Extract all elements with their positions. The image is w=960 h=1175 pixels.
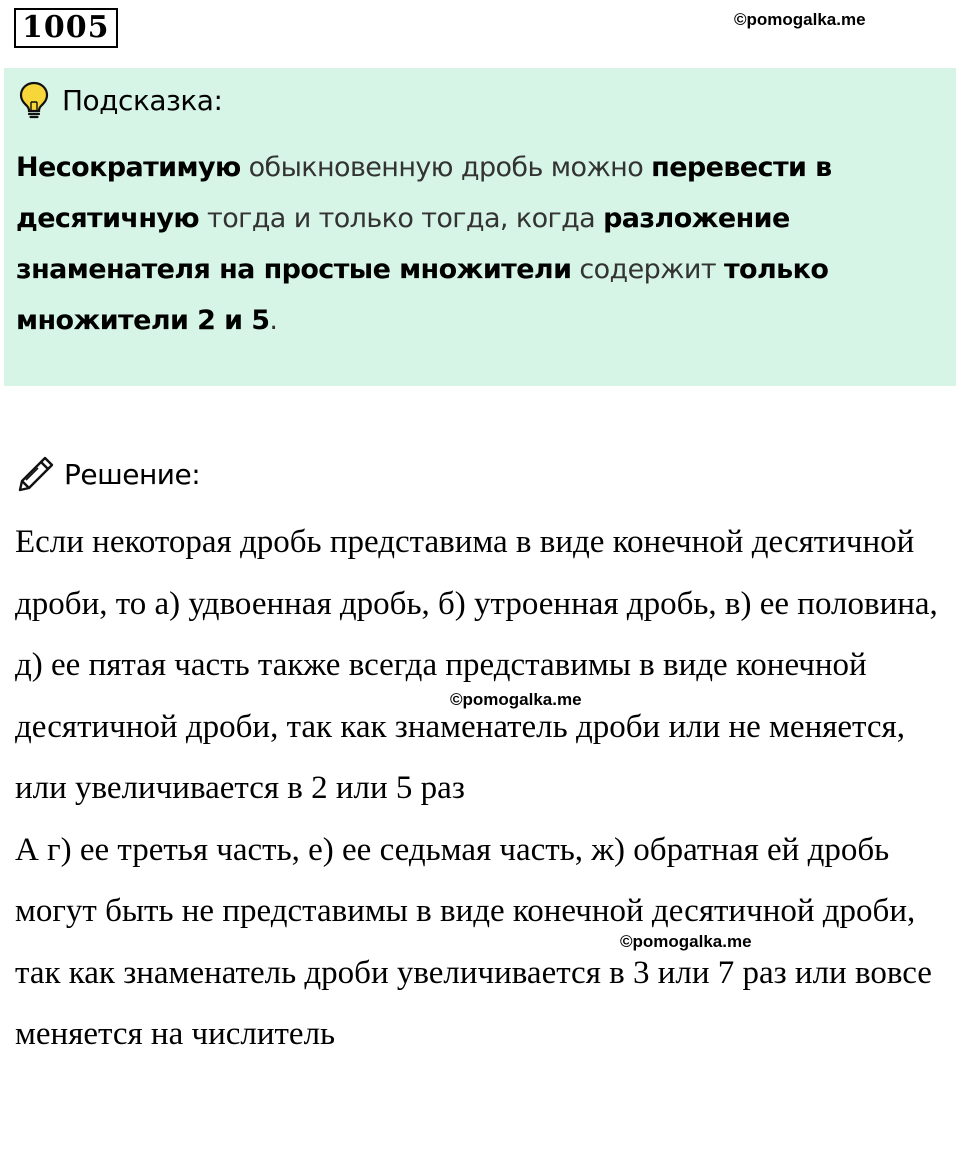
- watermark-lower: ©pomogalka.me: [620, 932, 752, 951]
- solution-paragraph-2: А г) ее третья часть, е) ее седьмая часть, ж) обратная ей дробь могут быть не представимы в виде конечной десятичной дроби, так как знаменатель дроби увеличивается в 3 или 7 раз или вовсе меняется на числитель: [15, 831, 932, 1052]
- solution-body: [15, 512, 945, 1066]
- problem-number: 1005: [14, 8, 118, 48]
- hint-segment: Несократимую: [16, 152, 241, 183]
- hint-segment: .: [269, 305, 278, 336]
- solution-header: [16, 452, 200, 496]
- solution-title: Решение:: [64, 457, 201, 491]
- hint-segment: содержит: [571, 254, 724, 285]
- solution-paragraph-1: Если некоторая дробь представима в виде конечной десятичной дроби, то а) удвоенная дробь, б) утроенная дробь, в) ее половина, д) ее пятая часть также всегда представимы в виде конечной десятичной дроби, так как знаменатель дроби или не меняется, или увеличивается в 2 или 5 раз: [15, 524, 938, 806]
- hint-segment: только множители 2 и 5: [16, 254, 829, 336]
- hint-segment: тогда и только тогда, когда: [199, 203, 604, 234]
- hint-segment: перевести в десятичную: [16, 152, 832, 234]
- watermark-middle: ©pomogalka.me: [450, 690, 582, 709]
- hint-segment: разложение знаменателя на простые множители: [16, 203, 790, 285]
- hint-box: [4, 68, 956, 386]
- hint-segment: обыкновенную дробь можно: [240, 152, 652, 183]
- hint-text: [16, 142, 946, 346]
- hint-title: Подсказка:: [62, 83, 223, 117]
- lightbulb-icon: [18, 81, 50, 119]
- watermark-top: ©pomogalka.me: [734, 10, 866, 29]
- hint-header: [18, 80, 222, 120]
- pencil-icon: [16, 454, 56, 494]
